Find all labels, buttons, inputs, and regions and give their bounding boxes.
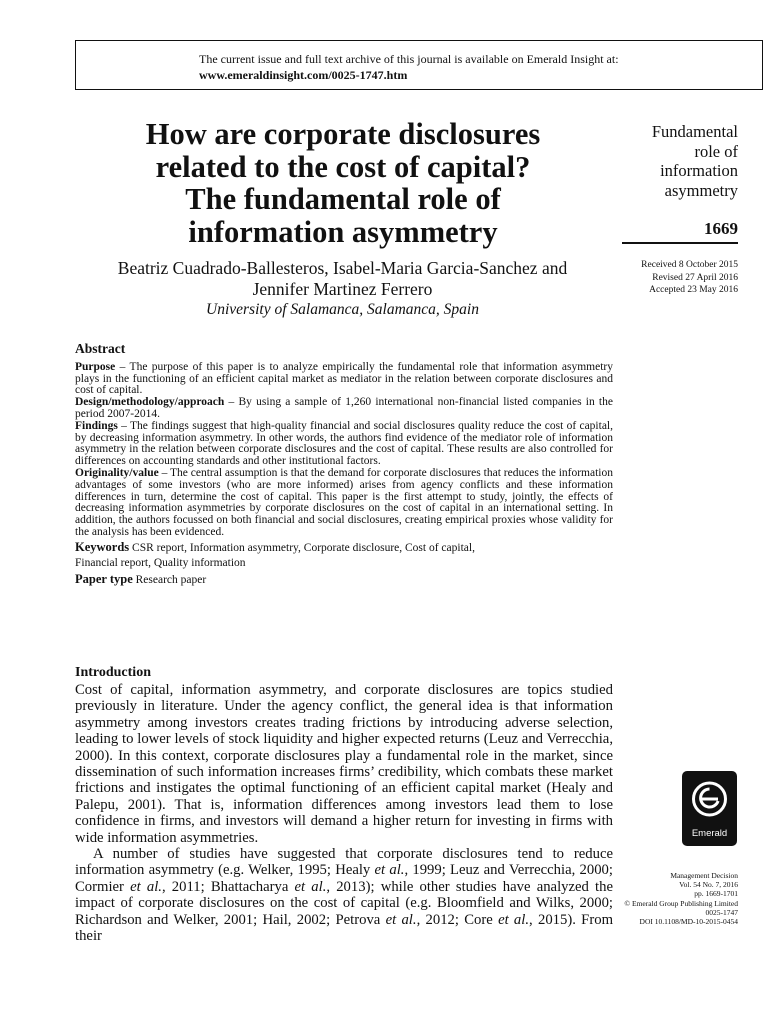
purpose-text: – The purpose of this paper is to analyze empirically the fundamental role that information asymmetry plays in the functioning of an efficient capital market as mediator in the relation between corporate disclosures and cost of capital. [75,360,613,397]
abstract-heading: Abstract [75,341,126,356]
running-title-line: role of [694,141,738,161]
originality-label: Originality/value [75,466,159,479]
accepted-date: Accepted 23 May 2016 [649,285,738,295]
emerald-e-icon [690,779,729,821]
keywords-text: CSR report, Information asymmetry, Corporate disclosure, Cost of capital, [129,541,475,554]
keywords-label: Keywords [75,539,130,554]
author-line: Beatriz Cuadrado-Ballesteros, Isabel-Maria Garcia-Sanchez and [117,258,568,278]
introduction-heading: Introduction [75,665,151,680]
abstract-section [75,343,613,588]
doi: DOI 10.1108/MD-10-2015-0454 [639,917,738,927]
abstract-purpose [75,362,613,397]
page-number: 1669 [704,219,738,238]
banner-text: The current issue and full text archive of this journal is available on Emerald Insight at: [199,52,619,66]
journal-url-link[interactable]: www.emeraldinsight.com/0025-1747.htm [199,68,408,82]
journal-name: Management Decision [670,871,738,880]
title-line: related to the cost of capital? [155,149,531,184]
keywords [75,540,613,571]
paper-type-label: Paper type [75,571,133,586]
emerald-logo [682,771,737,846]
paper-type-text: Research paper [132,573,207,586]
copyright: © Emerald Group Publishing Limited [624,898,738,908]
received-date: Received 8 October 2015 [641,260,738,270]
running-title-line: asymmetry [664,180,738,200]
revised-date: Revised 27 April 2016 [652,272,738,283]
divider [622,242,738,244]
history-dates [622,259,738,297]
introduction-section [75,664,613,945]
purpose-label: Purpose [75,360,116,373]
author-line: Jennifer Martinez Ferrero [252,279,433,299]
title-line: The fundamental role of [185,182,501,216]
title-line: How are corporate disclosures [145,117,541,151]
affiliation: University of Salamanca, Salamanca, Spain [206,301,479,318]
paper-type [75,572,613,588]
abstract-originality [75,468,613,539]
findings-text: – The findings suggest that high-quality financial and social disclosures quality reduce the cost of capital, by decreasing information asymmetry. In other words, the authors find evidence of the mediator role of information asymmetry in the relation between corporate disclosures and the cost of capital. These results are also controlled for differences on accounting standards and other institutional factors. [75,419,613,468]
body-paragraph: A number of studies have suggested that corporate disclosures tend to reduce information asymmetry (e.g. Welker, 1995; Healy et al., 1999; Leuz and Verrecchia, 2000; Cormier et al., 2011; Bhattacharya et al., 2013); while other studies have analyzed the impact of corporate disclosures on the cost of capital (e.g. Bloomfield and Wilks, 2000; Richardson and Welker, 2001; Hail, 2002; Petrova et al., 2012; Core et al., 2015). From their [75,846,614,945]
journal-pages: pp. 1669-1701 [694,889,738,899]
journal-citation [600,871,738,926]
findings-label: Findings [75,419,118,432]
design-label: Design/methodology/approach [75,396,225,409]
abstract-findings [75,421,613,468]
author-list [60,258,625,300]
keywords-text: Financial report, Quality information [75,556,246,569]
logo-text: Emerald [691,828,728,839]
access-banner [75,40,763,90]
originality-text: – The central assumption is that the demand for corporate disclosures that reduces the information advantages of some investors (who are more informed) arises from agency conflicts and these information differences in turn, determine the cost of capital. This paper is the first attempt to study, jointly, the effects of decreasing information asymmetries by corporate disclosures on the cost of capital in an international setting. In addition, the authors focussed on both financial and social disclosures, creating empirical proxies whose validity for the analysis has been evidenced. [75,466,613,538]
body-paragraph: Cost of capital, information asymmetry, and corporate disclosures are topics studied previously in literature. Under the agency conflict, the general idea is that information asymmetry among investors creates trading frictions by introducing adverse selection, leading to lower levels of stock liquidity and higher expected returns (Leuz and Verrecchia, 2000). In this context, corporate disclosures play a fundamental role in the market, since dissemination of such information increases firms’ credibility, which combats these market frictions and instigates the optimal functioning of an efficient capital market (Healy and Palepu, 2001). That is, information differences among investors lead them to lose confidence in firms, and investors will demand a higher return for investing in firms with wide information asymmetries. [75,682,613,846]
issn: 0025-1747 [705,907,738,917]
article-title [78,118,608,248]
abstract-design [75,397,613,421]
design-text: – By using a sample of 1,260 international non-financial listed companies in the period 2007-2014. [75,396,613,420]
running-title-line: Fundamental [651,122,738,141]
running-title [622,122,738,200]
title-line: information asymmetry [188,214,498,249]
running-title-line: information [660,161,738,180]
journal-volume: Vol. 54 No. 7, 2016 [679,880,738,890]
